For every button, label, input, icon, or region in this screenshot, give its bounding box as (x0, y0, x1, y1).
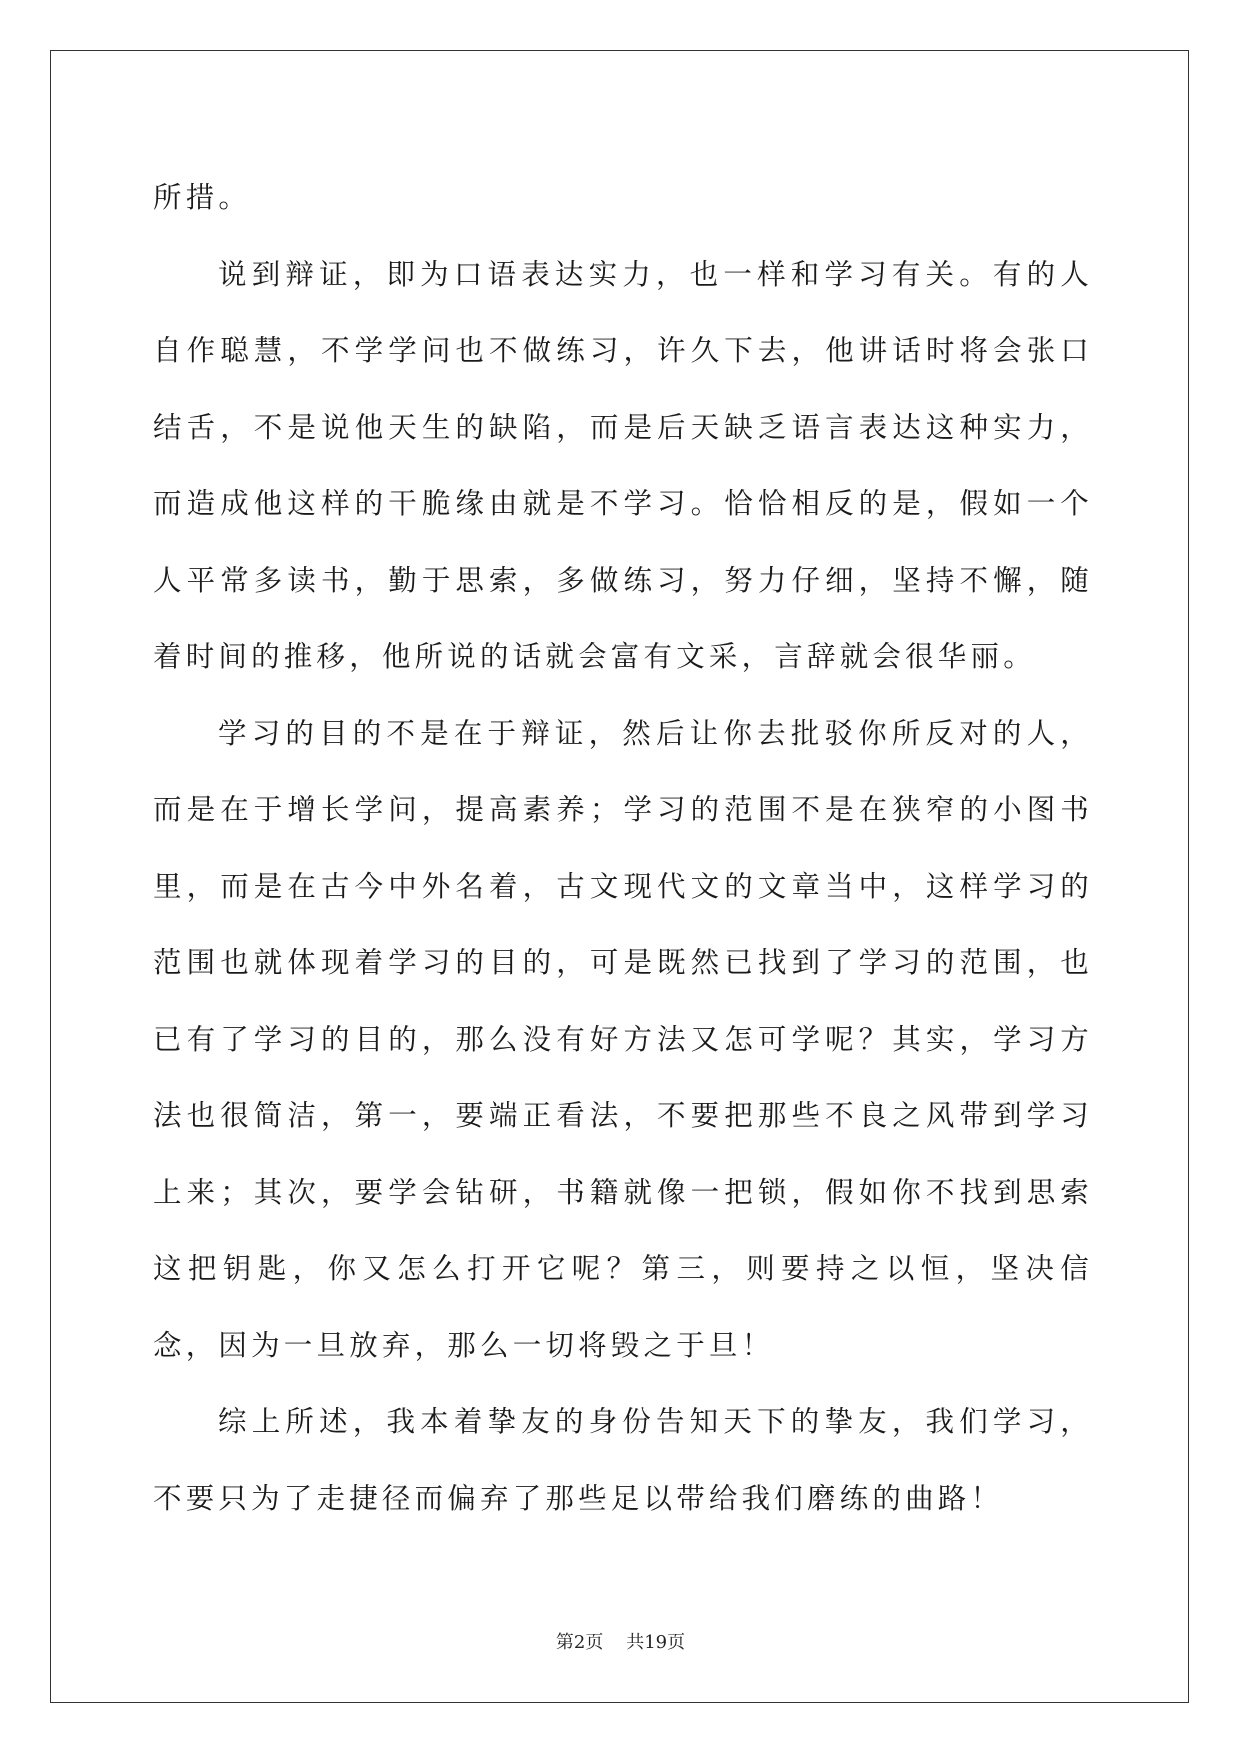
page-number-footer: 第2页 共19页 (555, 1632, 686, 1653)
paragraph-2: 说到辩证，即为口语表达实力，也一样和学习有关。有的人自作聪慧，不学学问也不做练习，许久下去，他讲话时将会张口结舌，不是说他天生的缺陷，而是后天缺乏语言表达这种实力，而造成他这样的干脆缘由就是不学习。恰恰相反的是，假如一个人平常多读书，勤于思索，多做练习，努力仔细，坚持不懈，随着时间的推移，他所说的话就会富有文采，言辞就会很华丽。 (153, 257, 1093, 673)
paragraph-4: 综上所述，我本着挚友的身份告知天下的挚友，我们学习，不要只为了走捷径而偏弃了那些足以带给我们磨练的曲路！ (153, 1405, 1093, 1515)
paragraph-1: 所措。 (153, 181, 252, 214)
paragraph-3: 学习的目的不是在于辩证，然后让你去批驳你所反对的人，而是在于增长学问，提高素养；学习的范围不是在狭窄的小图书里，而是在古今中外名着，古文现代文的文章当中，这样学习的范围也就体现着学习的目的，可是既然已找到了学习的范围，也已有了学习的目的，那么没有好方法又怎可学呢？其实，学习方法也很简洁，第一，要端正看法，不要把那些不良之风带到学习上来；其次，要学会钻研，书籍就像一把锁，假如你不找到思索这把钥匙，你又怎么打开它呢？第三，则要持之以恒，坚决信念，因为一旦放弃，那么一切将毁之于旦！ (153, 716, 1093, 1362)
document-body (153, 160, 1093, 1537)
